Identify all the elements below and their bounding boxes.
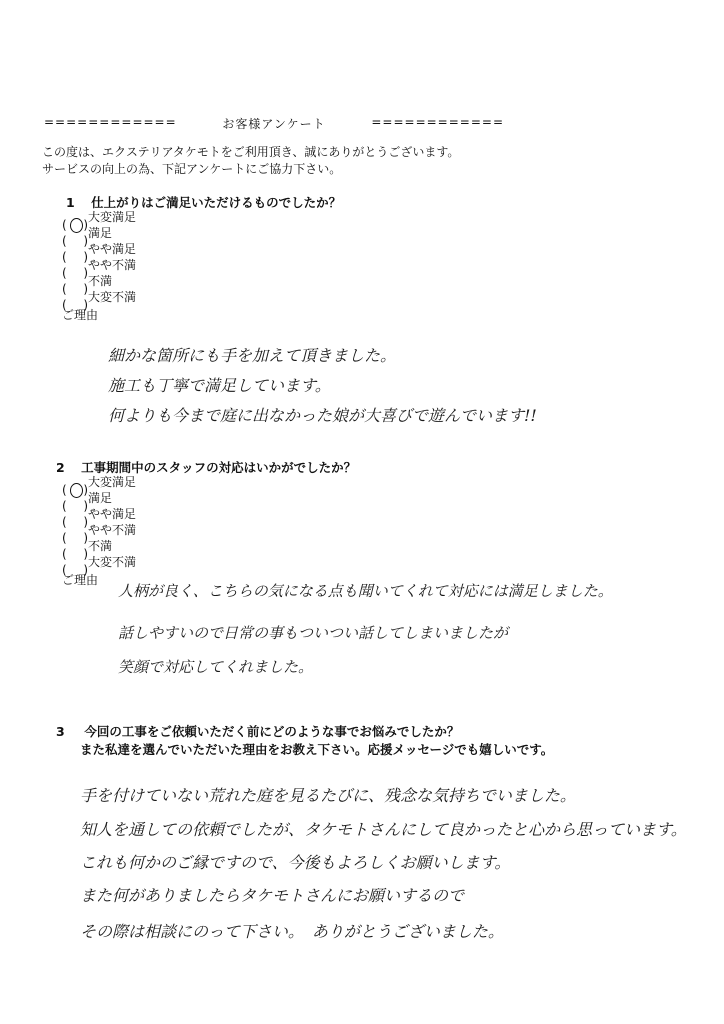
intro-line-2: サービスの向上の為、下記アンケートにご協力下さい。 <box>42 162 342 176</box>
q2-option-label: 大変不満 <box>88 555 137 569</box>
q2-option-4[interactable]: ( ) やや不満 <box>62 523 137 545</box>
question-2-text: 工事期間中のスタッフの対応はいかがでしたか？ <box>81 460 357 475</box>
q1-option-1[interactable]: ( ) 大変満足 <box>62 210 137 232</box>
q2-option-label: 不満 <box>88 539 113 553</box>
q1-option-label: 不満 <box>88 274 113 288</box>
q1-option-6[interactable]: ( ) 大変不満 <box>62 290 137 312</box>
survey-title: お客様アンケート <box>222 117 326 131</box>
q3-answer-line-3: これも何かのご縁ですので、今後もよろしくお願いします。 <box>80 853 511 872</box>
question-3-title <box>42 723 553 759</box>
q1-option-4[interactable]: ( ) やや不満 <box>62 258 137 280</box>
q2-option-label: 大変満足 <box>88 475 137 489</box>
q1-option-3[interactable]: ( ) やや満足 <box>62 242 137 264</box>
q1-answer-line-3: 何よりも今まで庭に出なかった娘が大喜びで遊んでいます!! <box>108 406 537 425</box>
intro-text <box>42 144 459 178</box>
q1-option-5[interactable]: ( ) 不満 <box>62 274 113 296</box>
q2-option-6[interactable]: ( ) 大変不満 <box>62 555 137 577</box>
header-rule-left: ============ <box>44 115 177 129</box>
q1-option-label: 満足 <box>88 226 113 240</box>
selected-circle-mark <box>70 483 83 498</box>
q1-option-label: 大変満足 <box>88 210 137 224</box>
q1-option-label: やや満足 <box>88 242 137 256</box>
q3-answer-line-1: 手を付けていない荒れた庭を見るたびに、残念な気持ちでいました。 <box>80 786 576 805</box>
q2-option-2[interactable]: ( ) 満足 <box>62 491 113 513</box>
q2-option-1[interactable]: ( ) 大変満足 <box>62 475 137 497</box>
question-2-number: 2 <box>56 460 65 475</box>
question-1-number: 1 <box>66 195 75 210</box>
q2-answer-line-2: 話しやすいので日常の事もついつい話してしまいましたが <box>118 624 509 642</box>
survey-header <box>44 115 504 132</box>
intro-line-1: この度は、エクステリアタケモトをご利用頂き、誠にありがとうございます。 <box>42 145 460 159</box>
q1-reason-label: ご理由 <box>62 308 99 322</box>
q2-option-3[interactable]: ( ) やや満足 <box>62 507 137 529</box>
q2-option-label: 満足 <box>88 491 113 505</box>
q2-option-label: やや不満 <box>88 523 137 537</box>
header-rule-right: ============ <box>371 115 504 129</box>
q3-answer-line-4: また何がありましたらタケモトさんにお願いするので <box>80 886 465 905</box>
q2-reason-label: ご理由 <box>62 573 99 587</box>
question-3-number: 3 <box>56 724 65 739</box>
q1-answer-line-2: 施工も丁寧で満足しています。 <box>108 376 331 395</box>
question-2-options <box>62 474 137 577</box>
q1-answer-line-1: 細かな箇所にも手を加えて頂きました。 <box>108 346 397 365</box>
q2-answer-line-3: 笑顔で対応してくれました。 <box>118 658 314 676</box>
question-3-text-line-1: 今回の工事をご依頼いただく前にどのような事でお悩みでしたか？ <box>84 724 460 739</box>
q1-option-label: やや不満 <box>88 258 137 272</box>
q1-option-2[interactable]: ( ) 満足 <box>62 226 113 248</box>
q2-option-5[interactable]: ( ) 不満 <box>62 539 113 561</box>
question-1-options <box>62 209 137 312</box>
q2-answer-line-1: 人柄が良く、こちらの気になる点も聞いてくれて対応には満足しました。 <box>118 582 613 600</box>
q1-option-label: 大変不満 <box>88 290 137 304</box>
selected-circle-mark <box>70 218 83 233</box>
q3-answer-line-5: その際は相談にのって下さい。 ありがとうございました。 <box>80 922 504 941</box>
q2-option-label: やや満足 <box>88 507 137 521</box>
q3-answer-line-2: 知人を通しての依頼でしたが、タケモトさんにして良かったと心から思っています。 <box>80 820 687 839</box>
question-1-text: 仕上がりはご満足いただけるものでしたか？ <box>91 195 342 210</box>
question-3-text-line-2: また私達を選んでいただいた理由をお教え下さい。応援メッセージでも嬉しいです。 <box>80 742 554 757</box>
